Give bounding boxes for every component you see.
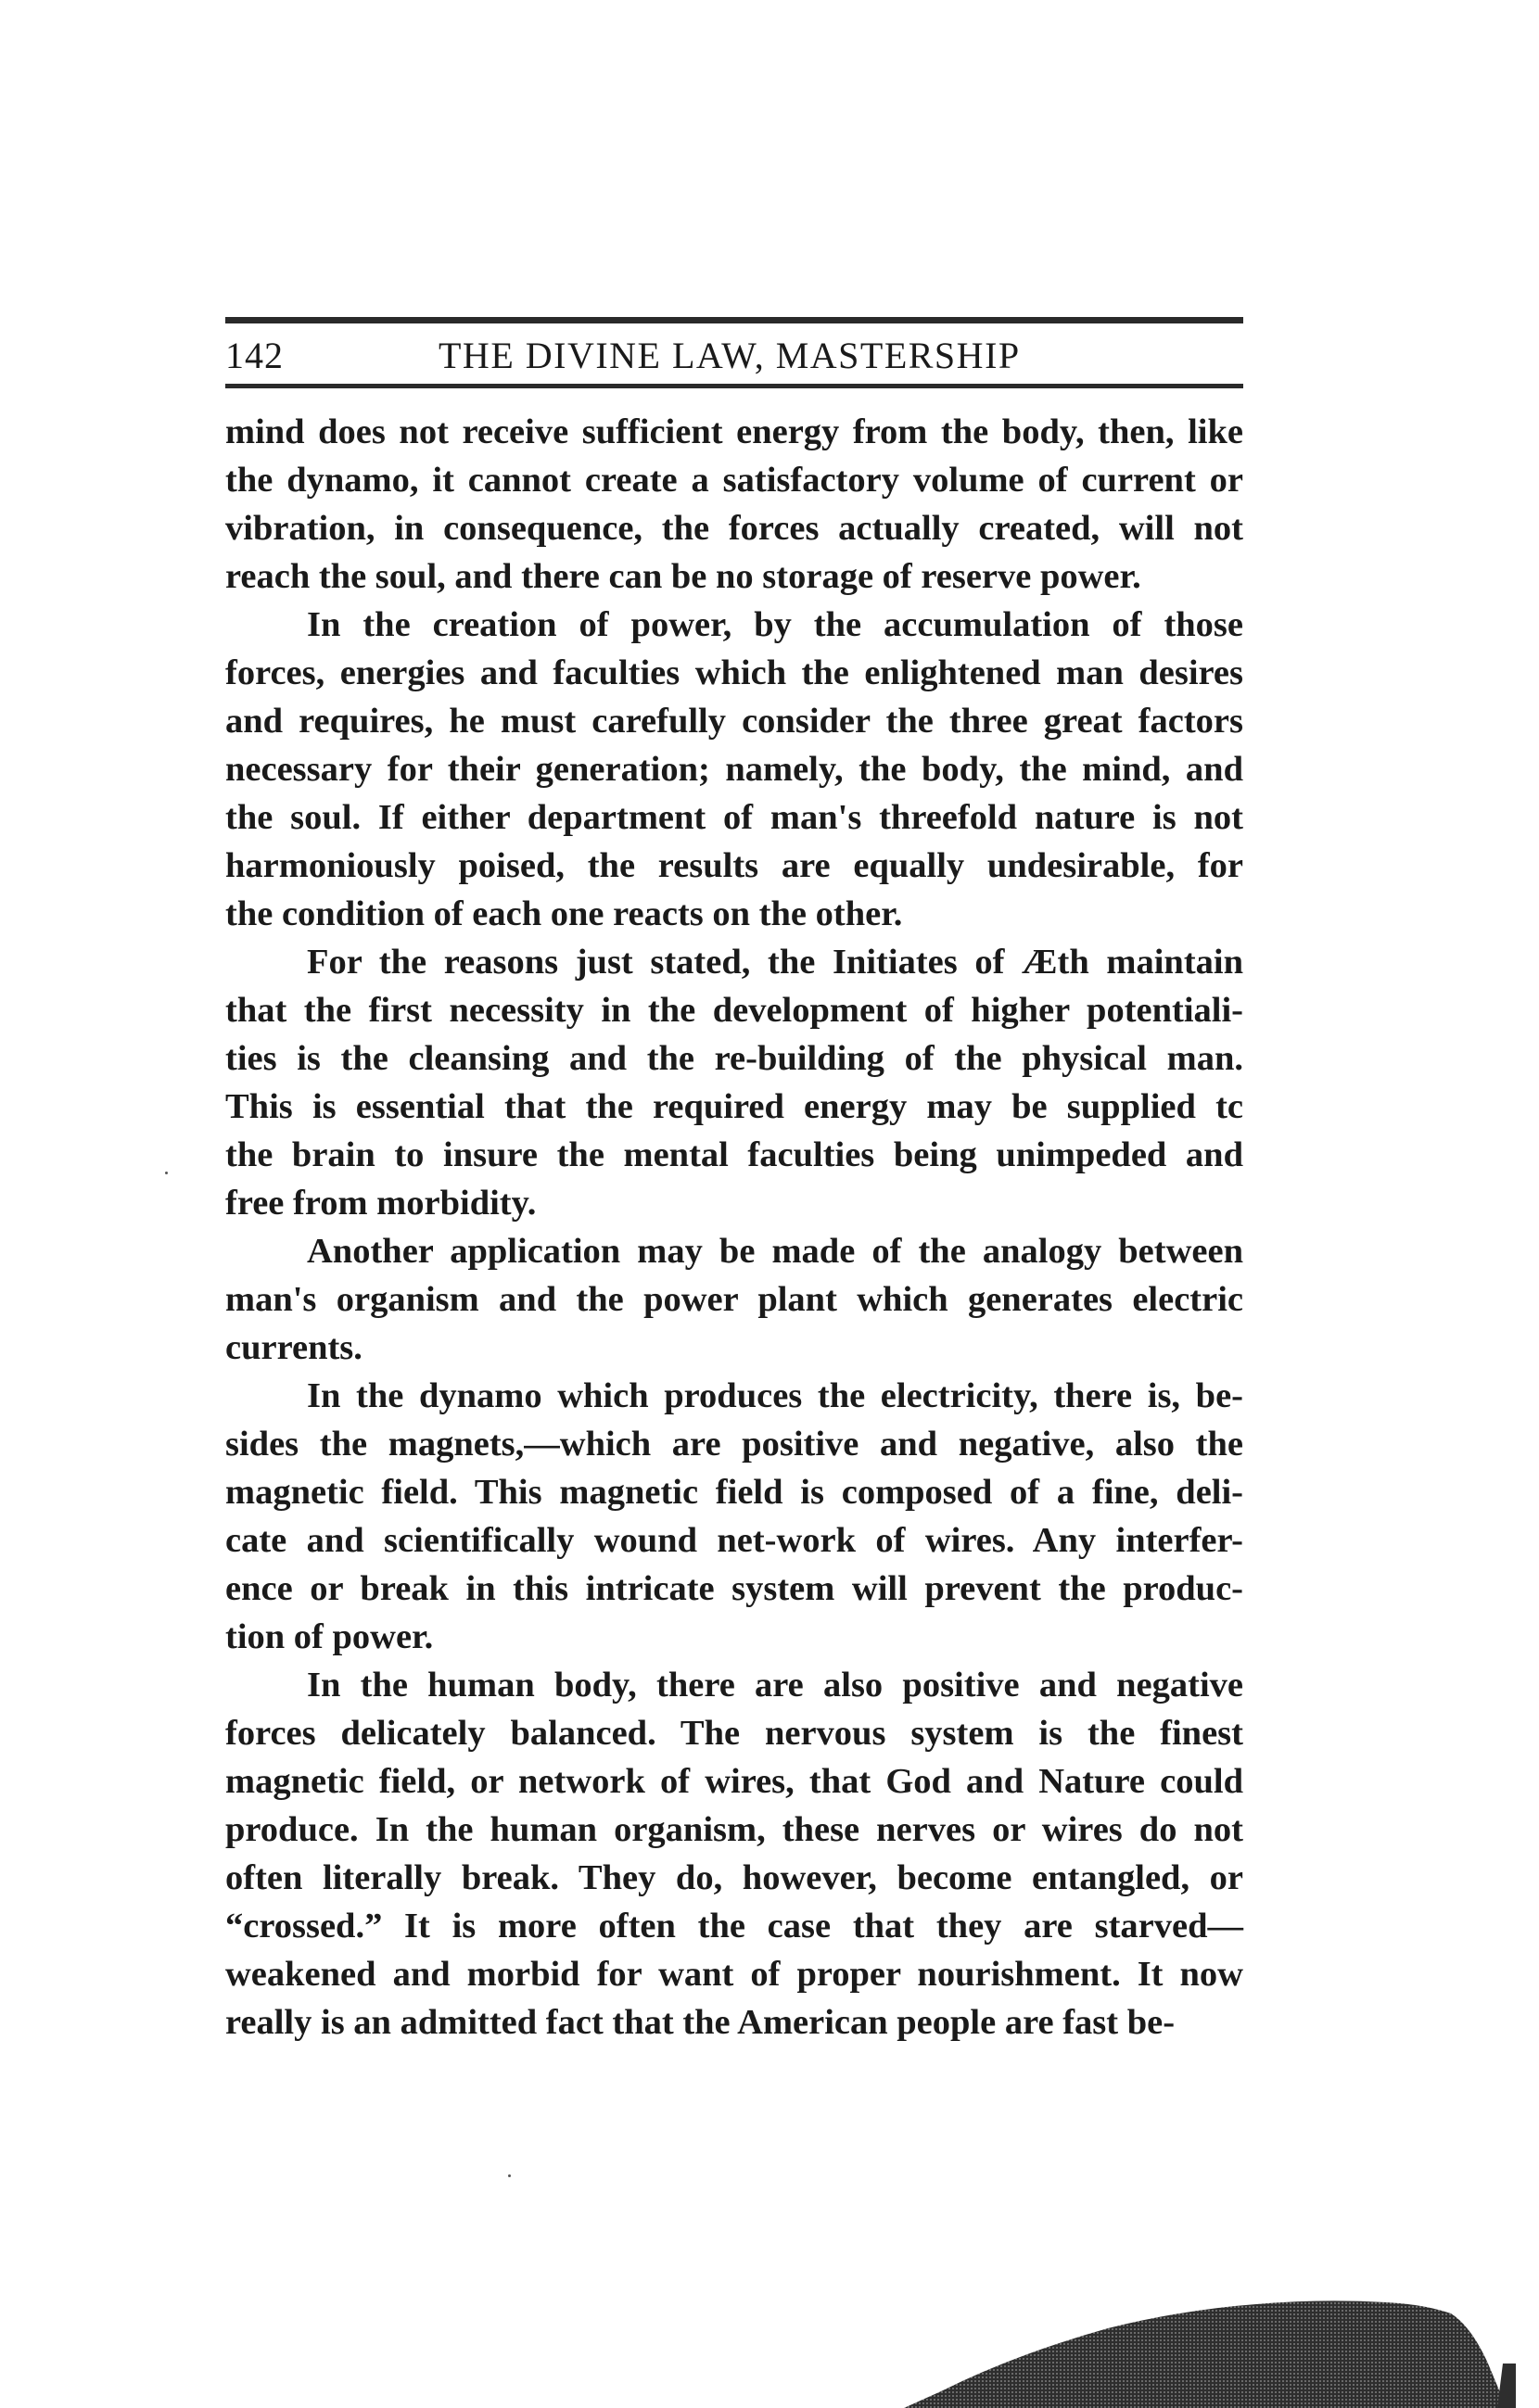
paragraph bbox=[225, 1372, 1243, 1661]
body-text bbox=[225, 408, 1243, 2047]
running-title: THE DIVINE LAW, MASTERSHIP bbox=[439, 335, 1021, 376]
text-line: In the dynamo which produces the electricity, there is, be- bbox=[307, 1376, 1243, 1415]
text-line: vibration, in consequence, the forces actually created, will not bbox=[225, 509, 1243, 548]
page-header bbox=[225, 317, 1243, 391]
text-line: reach the soul, and there can be no storage of reserve power. bbox=[225, 557, 1141, 596]
text-line: harmoniously poised, the results are equally undesirable, for bbox=[225, 846, 1243, 885]
text-line: ence or break in this intricate system will prevent the produc- bbox=[225, 1569, 1243, 1608]
text-line: sides the magnets,—which are positive and negative, also the bbox=[225, 1425, 1243, 1464]
paragraph bbox=[225, 601, 1243, 938]
text-line: magnetic field. This magnetic field is composed of a fine, deli- bbox=[225, 1473, 1243, 1512]
text-line: This is essential that the required energy may be supplied tc bbox=[225, 1087, 1243, 1126]
text-line: the dynamo, it cannot create a satisfactory volume of current or bbox=[225, 461, 1243, 500]
paragraph bbox=[225, 1661, 1243, 2047]
dust-speck bbox=[165, 1172, 168, 1174]
page-number: 142 bbox=[225, 335, 284, 376]
text-line: “crossed.” It is more often the case that they are starved— bbox=[225, 1907, 1243, 1945]
text-line: that the first necessity in the development of higher potentiali- bbox=[225, 991, 1243, 1030]
text-line: free from morbidity. bbox=[225, 1184, 537, 1223]
scan-smudge bbox=[904, 2224, 1516, 2408]
text-line: produce. In the human organism, these nerves or wires do not bbox=[225, 1810, 1243, 1849]
text-line: For the reasons just stated, the Initiates of Æth maintain bbox=[307, 943, 1243, 982]
text-line: magnetic field, or network of wires, that God and Nature could bbox=[225, 1762, 1243, 1801]
text-line: tion of power. bbox=[225, 1617, 434, 1656]
paragraph bbox=[225, 408, 1243, 601]
text-line: really is an admitted fact that the American people are fast be- bbox=[225, 2003, 1176, 2042]
text-line: and requires, he must carefully consider the three great factors bbox=[225, 702, 1243, 741]
text-line: the soul. If either department of man's threefold nature is not bbox=[225, 798, 1243, 837]
text-line: weakened and morbid for want of proper nourishment. It now bbox=[225, 1955, 1243, 1994]
paragraph bbox=[225, 1227, 1243, 1372]
header-rule-top bbox=[225, 317, 1243, 323]
text-line: cate and scientifically wound net-work of wires. Any interfer- bbox=[225, 1521, 1243, 1560]
dust-speck bbox=[508, 2174, 511, 2177]
text-line: the condition of each one reacts on the other. bbox=[225, 894, 903, 933]
text-line: man's organism and the power plant which generates electric bbox=[225, 1280, 1243, 1319]
text-line: forces, energies and faculties which the enlightened man desires bbox=[225, 653, 1243, 692]
paragraph bbox=[225, 938, 1243, 1227]
text-line: mind does not receive sufficient energy from the body, then, like bbox=[225, 412, 1243, 451]
text-line: forces delicately balanced. The nervous system is the finest bbox=[225, 1714, 1243, 1753]
text-line: Another application may be made of the analogy between bbox=[307, 1232, 1243, 1271]
text-line: the brain to insure the mental faculties being unimpeded and bbox=[225, 1135, 1243, 1174]
text-line: often literally break. They do, however, become entangled, or bbox=[225, 1858, 1243, 1897]
header-rule-bottom bbox=[225, 384, 1243, 388]
text-line: necessary for their generation; namely, the body, the mind, and bbox=[225, 750, 1243, 789]
text-line: In the human body, there are also positive and negative bbox=[307, 1666, 1243, 1705]
text-line: In the creation of power, by the accumulation of those bbox=[307, 605, 1243, 644]
text-line: ties is the cleansing and the re-building of the physical man. bbox=[225, 1039, 1243, 1078]
text-line: currents. bbox=[225, 1328, 362, 1367]
